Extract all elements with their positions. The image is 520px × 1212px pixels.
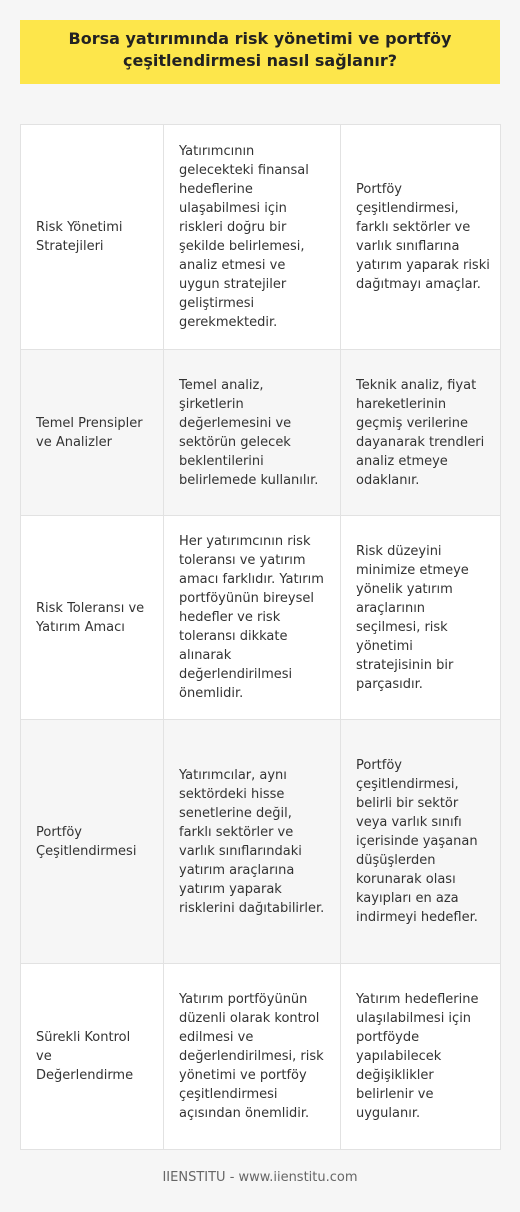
info-table <box>20 124 501 1150</box>
row-topic-cell: Portföy Çeşitlendirmesi <box>21 720 164 964</box>
table-row <box>21 964 501 1150</box>
table-row <box>21 720 501 964</box>
row-detail-cell: Teknik analiz, fiyat hareketlerinin geçmiş verilerine dayanarak trendleri analiz etmeye odaklanır. <box>341 350 501 516</box>
row-topic-cell: Risk Toleransı ve Yatırım Amacı <box>21 516 164 720</box>
table-row <box>21 516 501 720</box>
row-topic-cell: Sürekli Kontrol ve Değerlendirme <box>21 964 164 1150</box>
row-detail-cell: Yatırım hedeflerine ulaşılabilmesi için portföyde yapılabilecek değişiklikler belirlenir ve uygulanır. <box>341 964 501 1150</box>
row-detail-cell: Yatırımcılar, aynı sektördeki hisse senetlerine değil, farklı sektörler ve varlık sınıflarındaki yatırım araçlarına yatırım yaparak risklerini dağıtabilirler. <box>164 720 341 964</box>
row-detail-cell: Yatırımcının gelecekteki finansal hedeflerine ulaşabilmesi için riskleri doğru bir şekilde belirlemesi, analiz etmesi ve uygun stratejiler geliştirmesi gerekmektedir. <box>164 125 341 350</box>
footer-credit: IIENSTITU - www.iienstitu.com <box>162 1170 358 1185</box>
row-detail-cell: Temel analiz, şirketlerin değerlemesini ve sektörün gelecek beklentilerini belirlemede kullanılır. <box>164 350 341 516</box>
row-detail-cell: Risk düzeyini minimize etmeye yönelik yatırım araçlarının seçilmesi, risk yönetimi stratejisinin bir parçasıdır. <box>341 516 501 720</box>
row-detail-cell: Yatırım portföyünün düzenli olarak kontrol edilmesi ve değerlendirilmesi, risk yönetimi ve portföy çeşitlendirmesi açısından önemlidir. <box>164 964 341 1150</box>
table-row <box>21 125 501 350</box>
page-title: Borsa yatırımında risk yönetimi ve portföy çeşitlendirmesi nasıl sağlanır? <box>20 20 500 84</box>
row-detail-cell: Portföy çeşitlendirmesi, belirli bir sektör veya varlık sınıfı içerisinde yaşanan düşüşlerden korunarak olası kayıpları en aza indirmeyi hedefler. <box>341 720 501 964</box>
row-topic-cell: Temel Prensipler ve Analizler <box>21 350 164 516</box>
row-detail-cell: Portföy çeşitlendirmesi, farklı sektörler ve varlık sınıflarına yatırım yaparak riski dağıtmayı amaçlar. <box>341 125 501 350</box>
row-detail-cell: Her yatırımcının risk toleransı ve yatırım amacı farklıdır. Yatırım portföyünün bireysel hedefler ve risk toleransı dikkate alınarak değerlendirilmesi önemlidir. <box>164 516 341 720</box>
table-row <box>21 350 501 516</box>
row-topic-cell: Risk Yönetimi Stratejileri <box>21 125 164 350</box>
